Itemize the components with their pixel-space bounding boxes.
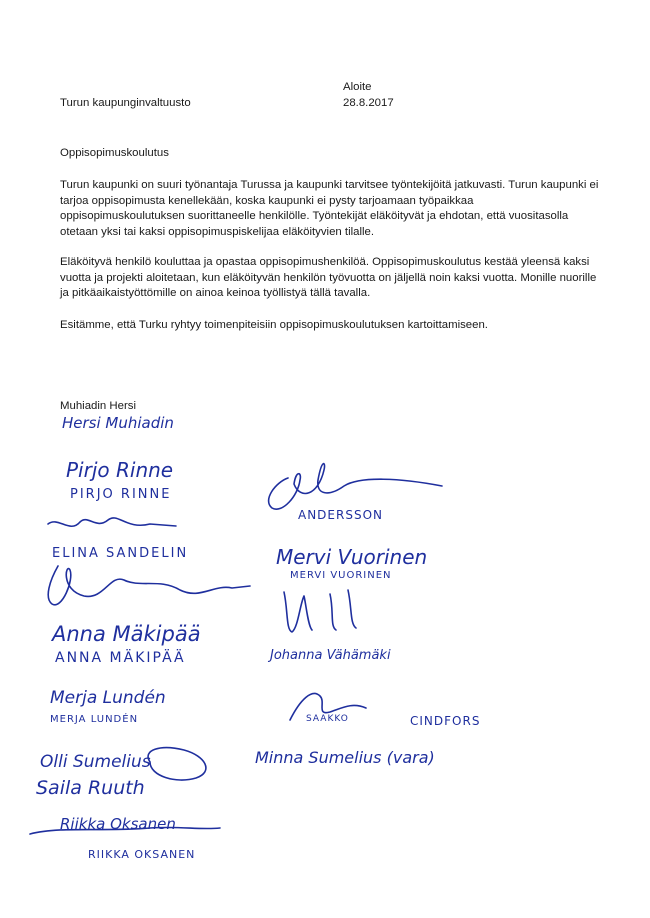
signature-olli-stroke <box>148 748 206 780</box>
recipient: Turun kaupunginvaltuusto <box>60 97 191 109</box>
signature-saila: Saila Ruuth <box>36 777 145 799</box>
signature-olli: Olli Sumelius <box>40 752 151 772</box>
handwritten-minna: Minna Sumelius (vara) <box>255 748 435 767</box>
signature-anna: Anna Mäkipää <box>52 622 201 646</box>
signature-scrawl-stroke <box>48 566 250 605</box>
signature-merja: Merja Lundén <box>50 688 166 708</box>
handwritten-johanna: Johanna Vähämäki <box>270 648 391 663</box>
printed-riikka: RIIKKA OKSANEN <box>88 848 196 861</box>
signature-saakko-stroke <box>290 693 366 720</box>
printed-elina: ELINA SANDELIN <box>52 546 189 561</box>
document-type: Aloite <box>343 81 372 93</box>
paragraph-2: Eläköityvä henkilö kouluttaa ja opastaa oppisopimushenkilöä. Oppisopimuskoulutus kestää yleensä kaksi vuotta ja projekti aloitetaan, kun eläköityvän henkilön työvuotta on jäljellä noin kaksi vuotta. Monille nuorille ja pitkäaikaistyöttömille on ainoa keinoa työllistyä tällä tavalla. <box>60 256 597 300</box>
printed-andersson: ANDERSSON <box>298 508 384 522</box>
printed-saakko: SAAKKO <box>306 714 349 724</box>
printed-merja: MERJA LUNDÉN <box>50 714 139 725</box>
printed-pirjo: PIRJO RINNE <box>70 487 172 502</box>
signature-riikka-stroke <box>30 827 220 834</box>
signature-johanna-stroke <box>284 590 356 632</box>
printed-anna: ANNA MÄKIPÄÄ <box>55 650 186 666</box>
handwritten-hersi: Hersi Muhiadin <box>62 414 174 432</box>
signature-riikka: Riikka Oksanen <box>60 815 176 833</box>
printed-cindfors: CINDFORS <box>410 714 481 728</box>
printed-mervi: MERVI VUORINEN <box>290 570 392 581</box>
paragraph-1: Turun kaupunki on suuri työnantaja Turussa ja kaupunki tarvitsee työntekijöitä jatkuvasti. Turun kaupunki ei tarjoa oppisopimusta kenellekään, koska kaupunki ei pysty tarjoamaan työpaikkaa oppisopimuskoulutuksen suorittaneelle henkilölle. Työntekijät eläköityvät ja ehdotan, että vuositasolla otetaan yksi tai kaksi oppisopimuspiskelijaa eläköityvien tilalle. <box>60 179 599 238</box>
signature-mervi: Mervi Vuorinen <box>276 545 428 569</box>
signer-typed-name: Muhiadin Hersi <box>60 400 136 412</box>
signature-pirjo: Pirjo Rinne <box>66 458 174 482</box>
document-date: 28.8.2017 <box>343 97 394 109</box>
signature-elina-stroke <box>48 518 176 526</box>
paragraph-3: Esitämme, että Turku ryhtyy toimenpiteisiin oppisopimuskoulutuksen kartoittamiseen. <box>60 319 488 331</box>
document-title: Oppisopimuskoulutus <box>60 147 169 159</box>
signature-andersson-stroke <box>269 464 442 510</box>
